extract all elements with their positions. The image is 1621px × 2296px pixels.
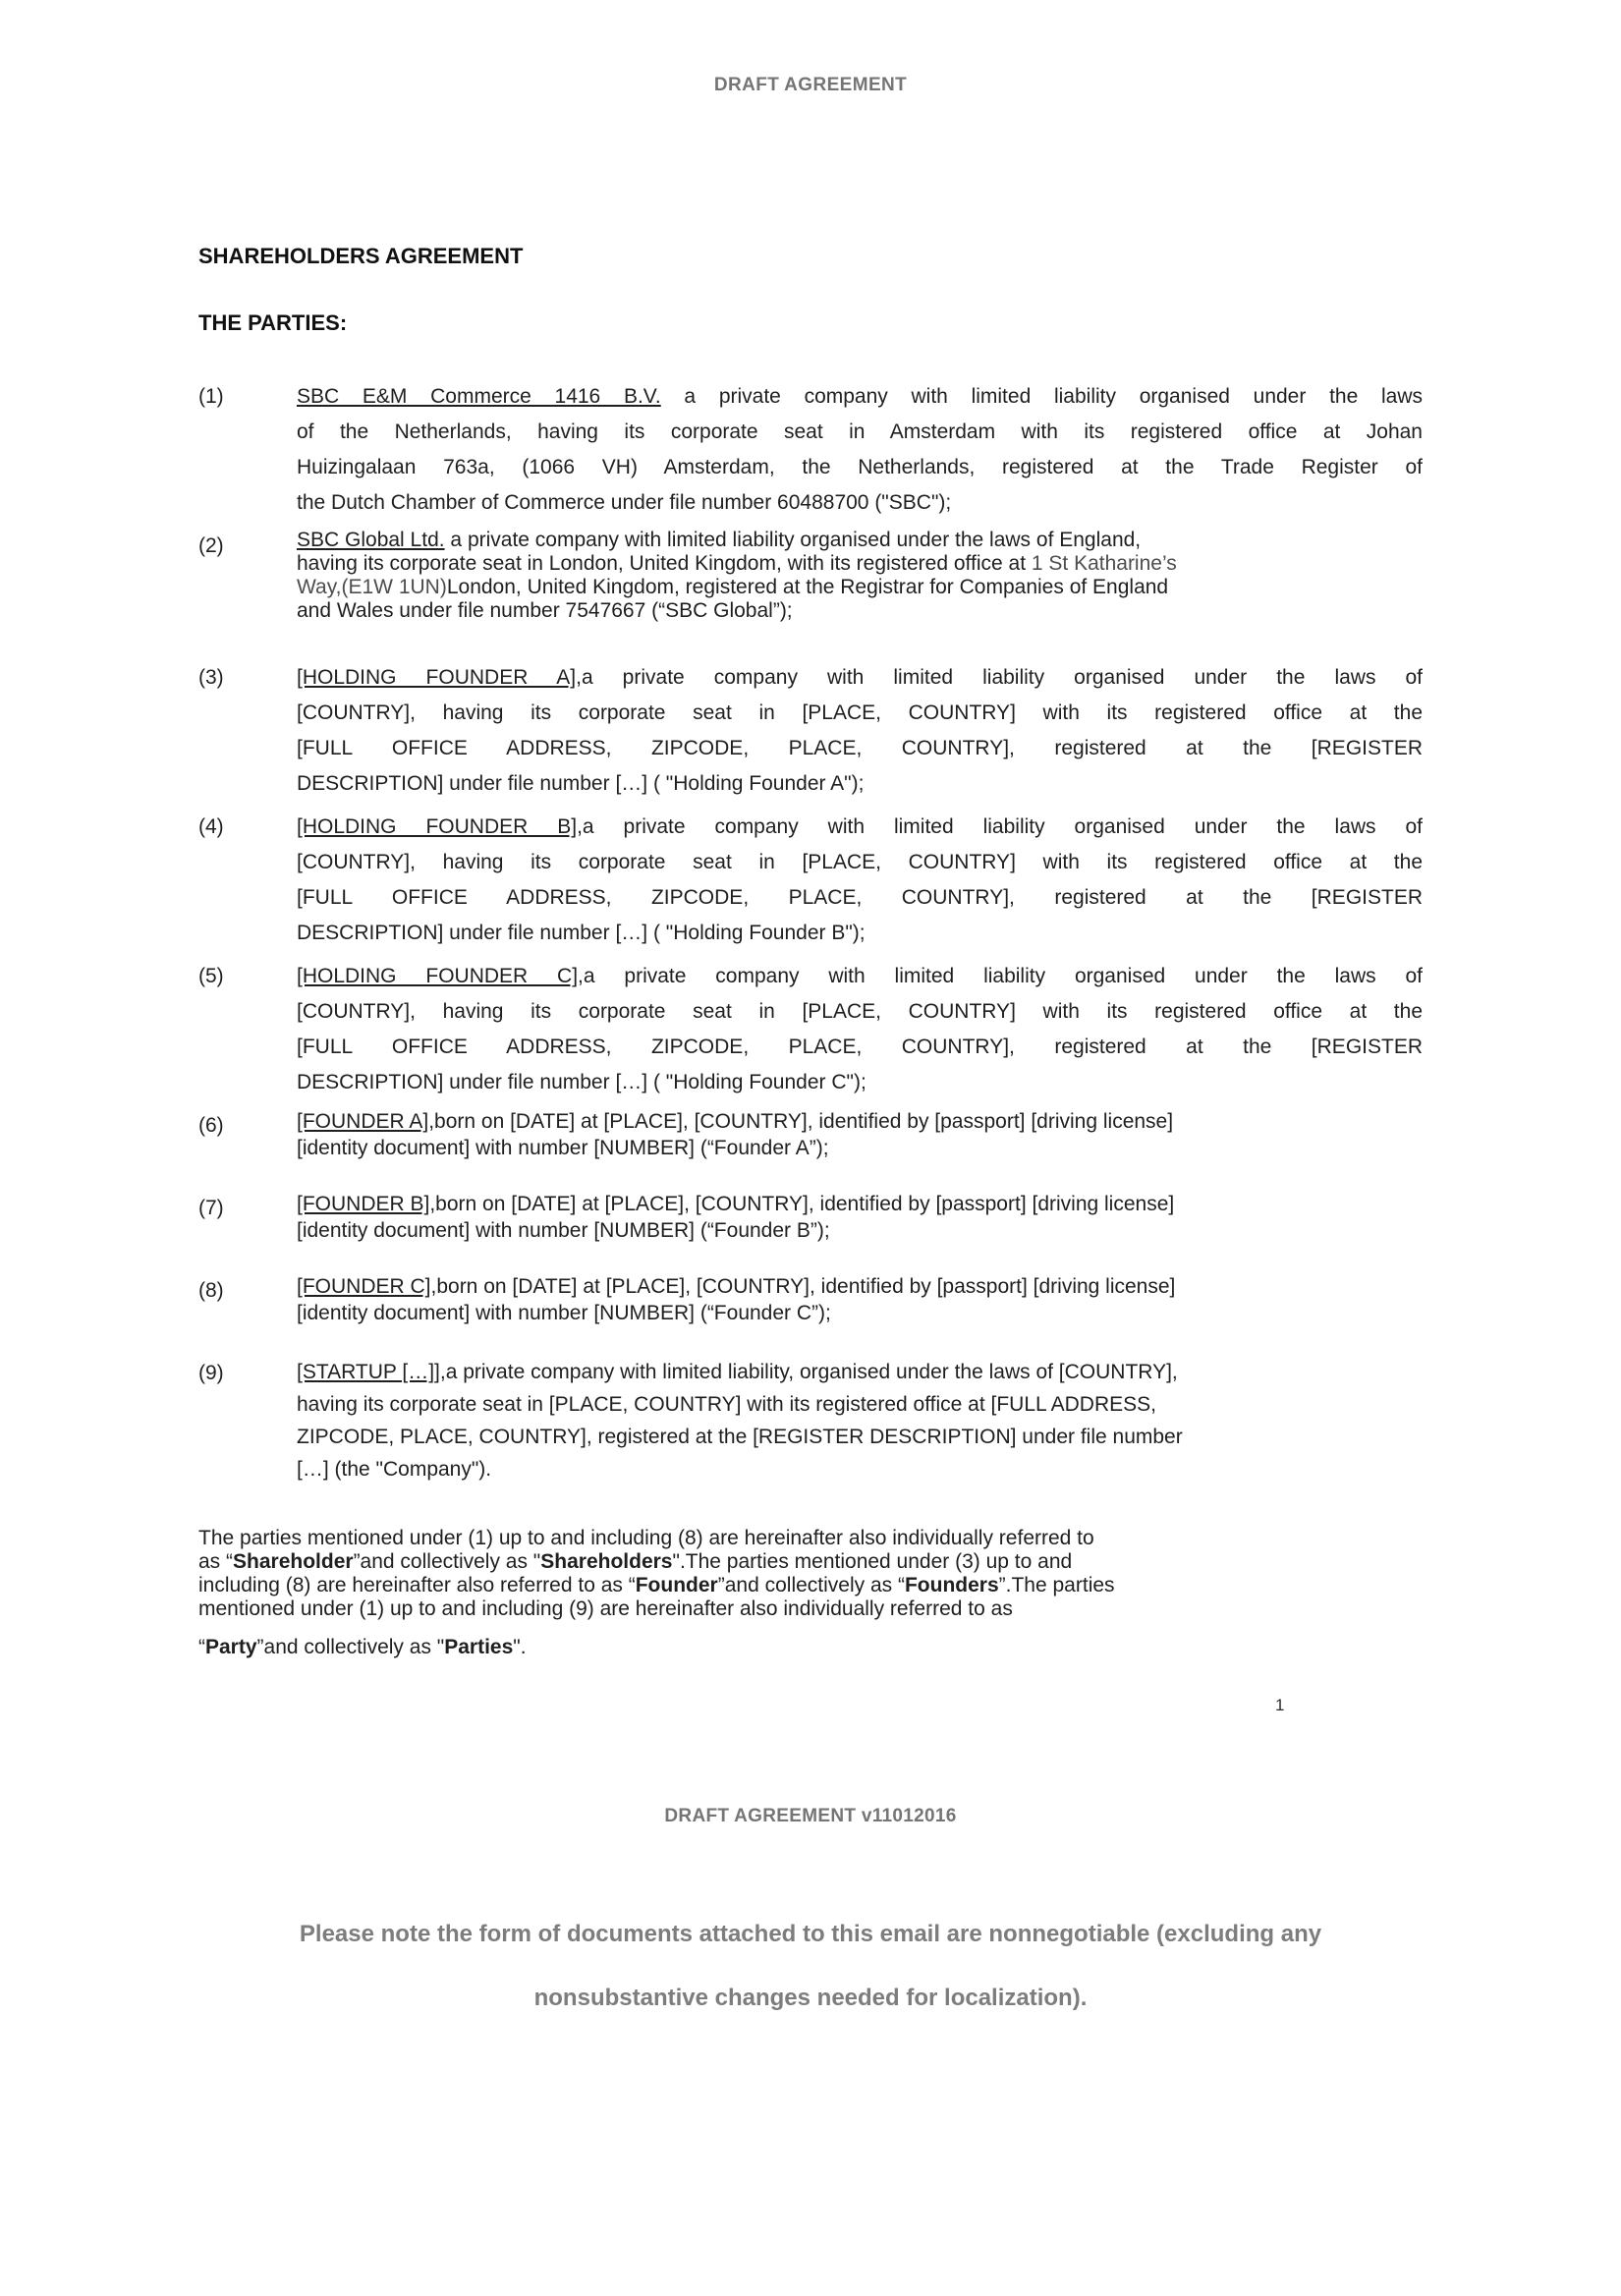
- text-segment: DESCRIPTION] under file number […] ( "Holding Founder A");: [297, 772, 865, 795]
- text-segment: [identity document] with number [NUMBER] (“Founder C”);: [297, 1302, 831, 1324]
- text-segment: Huizingalaan 763a, (1066 VH) Amsterdam, the Netherlands, registered at the Trade Register of: [297, 456, 1423, 478]
- party-item: [198, 660, 1423, 802]
- party-item: [198, 379, 1423, 521]
- party-item: [198, 1191, 1423, 1244]
- party-text: [297, 1108, 1423, 1161]
- party-line: [297, 696, 1423, 731]
- text-segment: [FOUNDER A]: [297, 1110, 429, 1133]
- party-line: [297, 1356, 1423, 1388]
- text-segment: ”and collectively as “: [717, 1574, 905, 1596]
- document-title: SHAREHOLDERS AGREEMENT: [198, 244, 524, 268]
- party-line: [297, 1453, 1423, 1485]
- party-item: [198, 529, 1423, 623]
- document-body: [0, 244, 1621, 1659]
- running-header: DRAFT AGREEMENT: [713, 75, 908, 95]
- party-number: (9): [198, 1362, 224, 1384]
- party-item: [198, 959, 1423, 1100]
- party-line: [297, 1273, 1423, 1300]
- text-segment: as “: [198, 1550, 234, 1573]
- party-text: [297, 1356, 1423, 1485]
- party-line: [297, 959, 1423, 994]
- text-segment: [identity document] with number [NUMBER] (“Founder A”);: [297, 1137, 829, 1159]
- party-line: [297, 994, 1423, 1030]
- party-line: [297, 1217, 1423, 1244]
- closing-line: [198, 1597, 1423, 1621]
- party-line: [297, 576, 1423, 599]
- text-segment: [COUNTRY], having its corporate seat in [PLACE, COUNTRY] with its registered office at the: [297, 701, 1423, 724]
- party-line: [297, 552, 1423, 576]
- party-text: [297, 810, 1423, 951]
- party-number: (8): [198, 1279, 224, 1302]
- party-line: [297, 1030, 1423, 1065]
- text-segment: Shareholder: [233, 1550, 354, 1573]
- text-segment: ,a private company with limited liability organised under the laws of: [577, 815, 1423, 838]
- text-segment: the Dutch Chamber of Commerce under file number 60488700 ("SBC");: [297, 491, 952, 514]
- text-segment: ”and collectively as ": [256, 1636, 445, 1658]
- text-segment: Way,(E1W 1UN): [297, 576, 447, 598]
- text-segment: ZIPCODE, PLACE, COUNTRY], registered at the [REGISTER DESCRIPTION] under file number: [297, 1426, 1183, 1448]
- text-segment: ,born on [DATE] at [PLACE], [COUNTRY], identified by [passport] [driving license]: [428, 1110, 1174, 1133]
- party-line: [297, 1065, 1423, 1100]
- email-note-line: nonsubstantive changes needed for localization).: [533, 1985, 1088, 2011]
- party-text: [297, 1273, 1423, 1326]
- text-segment: including (8) are hereinafter also referred to as “: [198, 1574, 636, 1596]
- text-segment: 1 St Katharine’s: [1031, 552, 1177, 575]
- text-segment: DESCRIPTION] under file number […] ( "Holding Founder B");: [297, 922, 866, 944]
- text-segment: having its corporate seat in London, United Kingdom, with its registered office at: [297, 552, 1032, 575]
- text-segment: SBC Global Ltd.: [297, 529, 445, 551]
- closing-line: [198, 1636, 1423, 1659]
- party-text: [297, 959, 1423, 1100]
- party-item: [198, 1273, 1423, 1326]
- text-segment: mentioned under (1) up to and including (9) are hereinafter also individually referred to as: [198, 1597, 1013, 1620]
- party-item: [198, 1108, 1423, 1161]
- text-segment: [HOLDING FOUNDER B]: [297, 815, 578, 838]
- party-line: [297, 485, 1423, 521]
- text-segment: ”and collectively as ": [353, 1550, 541, 1573]
- party-line: [297, 529, 1423, 552]
- party-line: [297, 766, 1423, 802]
- text-segment: [HOLDING FOUNDER C]: [297, 965, 579, 987]
- party-text: [297, 1191, 1423, 1244]
- text-segment: [STARTUP […]]: [297, 1361, 440, 1383]
- text-segment: [COUNTRY], having its corporate seat in [PLACE, COUNTRY] with its registered office at the: [297, 851, 1423, 873]
- text-segment: [FOUNDER C]: [297, 1275, 431, 1298]
- party-number: (5): [198, 965, 224, 987]
- text-segment: The parties mentioned under (1) up to and including (8) are hereinafter also individually referred to: [198, 1527, 1094, 1549]
- parties-heading: THE PARTIES:: [198, 310, 348, 335]
- party-line: [297, 1108, 1423, 1135]
- text-segment: [FOUNDER B]: [297, 1193, 430, 1215]
- text-segment: a private company with limited liability organised under the laws of England,: [444, 529, 1142, 551]
- party-line: [297, 379, 1423, 415]
- text-segment: [HOLDING FOUNDER A]: [297, 666, 577, 689]
- text-segment: ,born on [DATE] at [PLACE], [COUNTRY], identified by [passport] [driving license]: [429, 1193, 1175, 1215]
- party-line: [297, 1191, 1423, 1217]
- party-line: [297, 599, 1423, 623]
- text-segment: London, United Kingdom, registered at the Registrar for Companies of England: [446, 576, 1169, 598]
- party-line: [297, 845, 1423, 880]
- text-segment: ,a private company with limited liability organised under the laws of: [578, 965, 1423, 987]
- text-segment: [FULL OFFICE ADDRESS, ZIPCODE, PLACE, COUNTRY], registered at the [REGISTER: [297, 1036, 1423, 1058]
- closing-line: [198, 1550, 1423, 1574]
- text-segment: Founder: [635, 1574, 718, 1596]
- text-segment: and Wales under file number 7547667 (“SBC Global”);: [297, 599, 793, 622]
- text-segment: [COUNTRY], having its corporate seat in [PLACE, COUNTRY] with its registered office at the: [297, 1000, 1423, 1023]
- text-segment: DESCRIPTION] under file number […] ( "Holding Founder C");: [297, 1071, 866, 1093]
- party-number: (1): [198, 385, 224, 408]
- text-segment: ".: [513, 1636, 527, 1658]
- party-line: [297, 731, 1423, 766]
- text-segment: Party: [205, 1636, 257, 1658]
- party-number: (6): [198, 1114, 224, 1137]
- party-number: (3): [198, 666, 224, 689]
- party-line: [297, 1135, 1423, 1161]
- text-segment: [FULL OFFICE ADDRESS, ZIPCODE, PLACE, COUNTRY], registered at the [REGISTER: [297, 737, 1423, 759]
- text-segment: ,a private company with limited liability organised under the laws of: [576, 666, 1424, 689]
- party-number: (4): [198, 815, 224, 838]
- text-segment: a private company with limited liability organised under the laws: [660, 385, 1423, 408]
- text-segment: […] (the "Company").: [297, 1458, 492, 1481]
- party-text: [297, 660, 1423, 802]
- party-text: [297, 379, 1423, 521]
- party-item: [198, 810, 1423, 951]
- version-footer: DRAFT AGREEMENT v11012016: [664, 1806, 957, 1826]
- party-line: [297, 880, 1423, 916]
- text-segment: ".The parties mentioned under (3) up to and: [672, 1550, 1073, 1573]
- party-number: (7): [198, 1197, 224, 1219]
- party-line: [297, 450, 1423, 485]
- email-note: [0, 1902, 1621, 2030]
- closing-line: [198, 1527, 1423, 1550]
- party-line: [297, 1388, 1423, 1421]
- text-segment: “: [198, 1636, 205, 1658]
- party-line: [297, 916, 1423, 951]
- text-segment: Parties: [444, 1636, 514, 1658]
- party-line: [297, 1421, 1423, 1453]
- closing-paragraph: [198, 1527, 1423, 1659]
- text-segment: ,born on [DATE] at [PLACE], [COUNTRY], identified by [passport] [driving license]: [430, 1275, 1176, 1298]
- party-line: [297, 415, 1423, 450]
- closing-line: [198, 1574, 1423, 1597]
- text-segment: ,a private company with limited liability, organised under the laws of [COUNTRY],: [439, 1361, 1178, 1383]
- party-text: [297, 529, 1423, 623]
- text-segment: Shareholders: [540, 1550, 673, 1573]
- party-line: [297, 810, 1423, 845]
- party-item: [198, 1356, 1423, 1485]
- email-note-line: Please note the form of documents attached to this email are nonnegotiable (excluding any: [299, 1921, 1322, 1947]
- party-number: (2): [198, 534, 224, 557]
- text-segment: having its corporate seat in [PLACE, COUNTRY] with its registered office at [FULL ADDRESS,: [297, 1393, 1156, 1416]
- party-line: [297, 1300, 1423, 1326]
- text-segment: [identity document] with number [NUMBER] (“Founder B”);: [297, 1219, 830, 1242]
- text-segment: Founders: [904, 1574, 999, 1596]
- party-line: [297, 660, 1423, 696]
- parties-list: [198, 379, 1423, 1485]
- text-segment: SBC E&M Commerce 1416 B.V.: [297, 385, 661, 408]
- text-segment: [FULL OFFICE ADDRESS, ZIPCODE, PLACE, COUNTRY], registered at the [REGISTER: [297, 886, 1423, 909]
- text-segment: ”.The parties: [998, 1574, 1115, 1596]
- page-number: 1: [1275, 1696, 1285, 1714]
- text-segment: of the Netherlands, having its corporate seat in Amsterdam with its registered office at Johan: [297, 420, 1423, 443]
